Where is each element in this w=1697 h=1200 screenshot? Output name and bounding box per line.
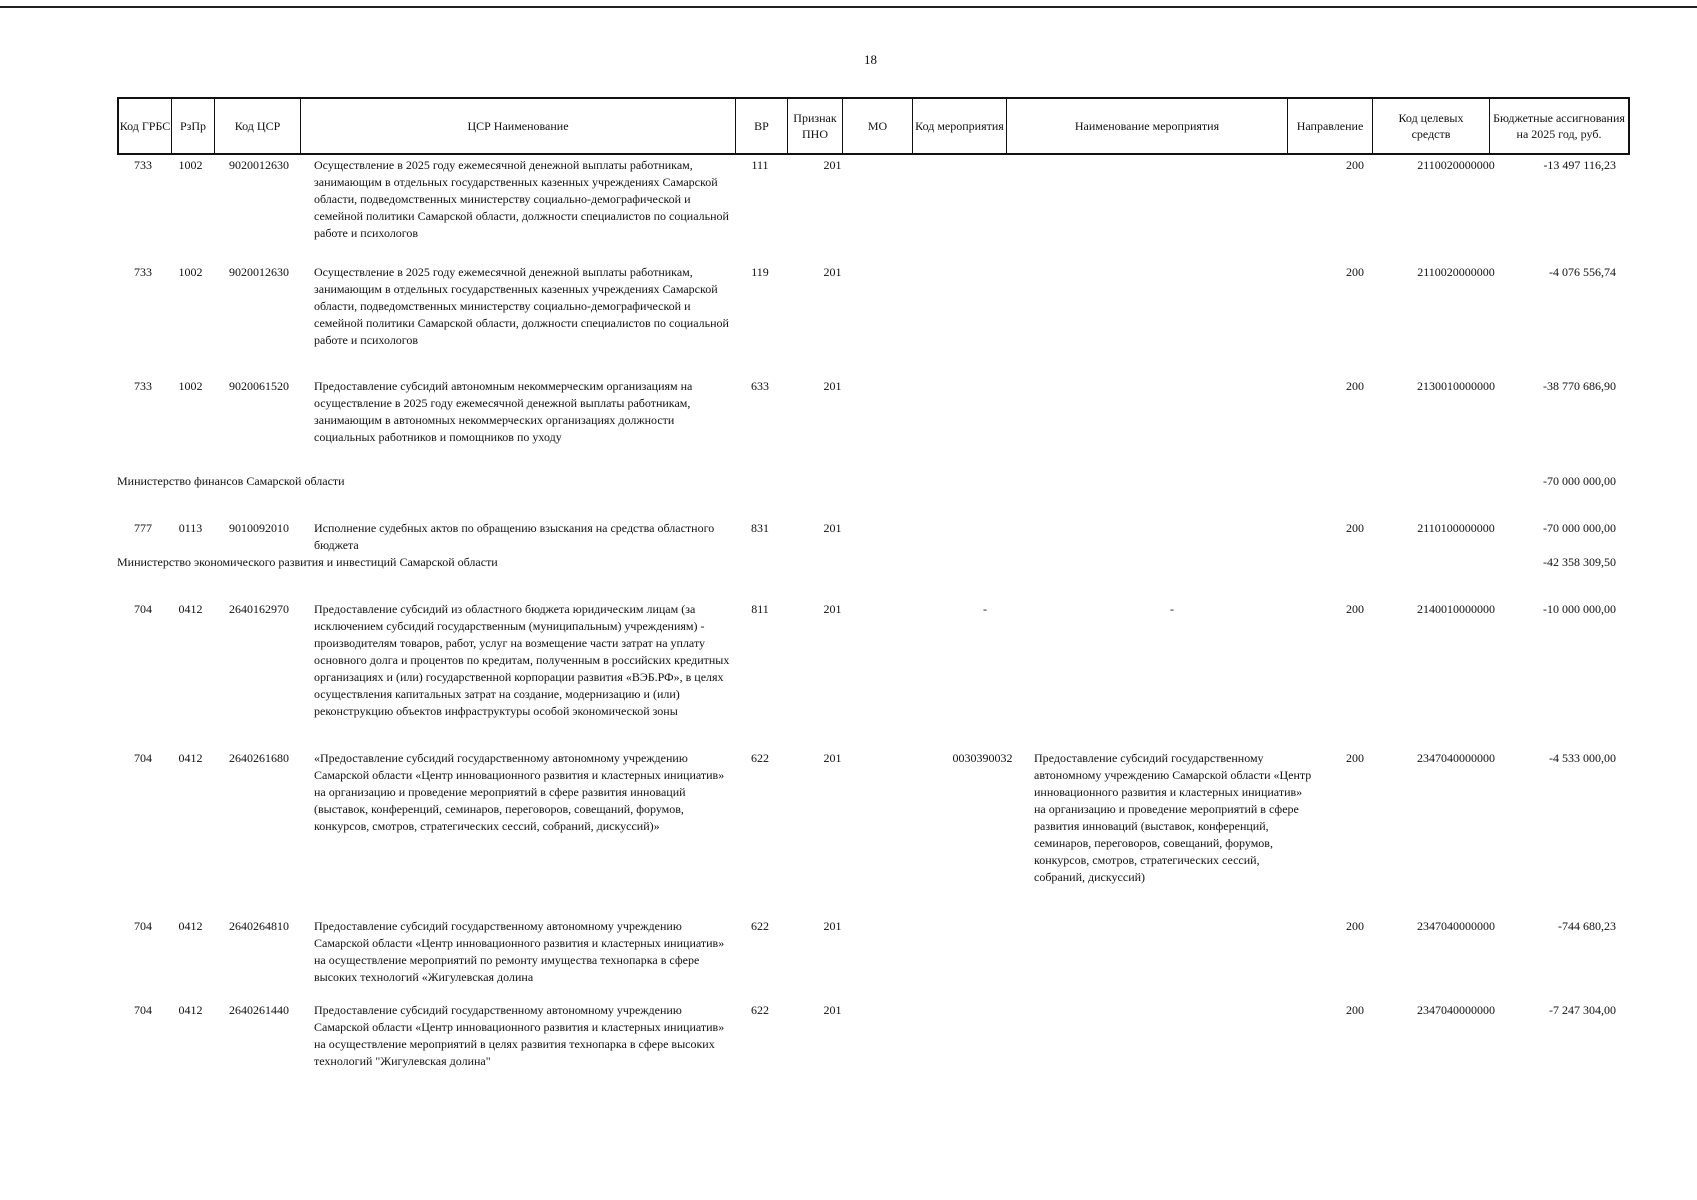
cell-kod-celevyh: 2110020000000 <box>1417 265 1495 279</box>
cell-vr: 633 <box>751 379 769 393</box>
cell-amount: -70 000 000,00 <box>1543 521 1616 535</box>
cell-amount: -13 497 116,23 <box>1543 158 1616 172</box>
cell-kod-csr: 9020012630 <box>229 265 289 279</box>
cell-csr-name: Осуществление в 2025 году ежемесячной денежной выплаты работникам, занимающим в отдельных государственных казенных учреждениях Самарской области, подведомственных министерству социально-демографической и семейной политики Самарской области, должности специалистов по социальной работе и психологов <box>314 265 729 347</box>
table-header <box>117 97 1630 155</box>
cell-naimenovanie-meropriyatiya: Предоставление субсидий государственному автономному учреждению Самарской области «Центр инновационного развития и кластерных инициатив» на организацию и проведение мероприятий в сфере развития инноваций (выставок, конференций, семинаров, переговоров, совещаний, форумов, конкурсов, смотров, стратегических сессий, собраний, дискуссий) <box>1034 751 1312 884</box>
cell-napravlenie: 200 <box>1346 919 1364 933</box>
cell-kod-celevyh: 2347040000000 <box>1417 919 1495 933</box>
cell-kod-celevyh: 2140010000000 <box>1417 602 1495 616</box>
cell-rzpr: 0412 <box>178 1003 203 1017</box>
cell-pno: 201 <box>823 265 842 279</box>
cell-napravlenie: 200 <box>1346 602 1364 616</box>
cell-amount: -4 076 556,74 <box>1549 265 1616 279</box>
cell-kod-celevyh: 2130010000000 <box>1417 379 1495 393</box>
cell-pno: 201 <box>823 521 842 535</box>
cell-rzpr: 0113 <box>178 521 203 535</box>
cell-vr: 622 <box>751 751 769 765</box>
top-rule <box>0 6 1697 8</box>
header-kod-celevyh-sredstv: Код целевых средств <box>1372 99 1489 153</box>
cell-rzpr: 0412 <box>178 751 203 765</box>
cell-napravlenie: 200 <box>1346 158 1364 172</box>
cell-rzpr: 1002 <box>178 158 203 172</box>
cell-kod-csr: 9020012630 <box>229 158 289 172</box>
header-kod-csr: Код ЦСР <box>214 99 300 153</box>
cell-csr-name: Предоставление субсидий автономным некоммерческим организациям на осуществление в 2025 году ежемесячной денежной выплаты работникам, занимающим в автономных некоммерческих организациях должности социальных работников и помощников по уходу <box>314 379 693 444</box>
cell-rzpr: 1002 <box>178 379 203 393</box>
cell-grbs: 733 <box>134 265 152 279</box>
cell-napravlenie: 200 <box>1346 1003 1364 1017</box>
cell-kod-celevyh: 2110100000000 <box>1417 521 1495 535</box>
cell-amount: -744 680,23 <box>1558 919 1616 933</box>
cell-kod-csr: 2640264810 <box>229 919 289 933</box>
cell-amount: -10 000 000,00 <box>1543 602 1616 616</box>
header-mo: МО <box>842 99 912 153</box>
org-heading: Министерство экономического развития и инвестиций Самарской области <box>117 555 498 569</box>
cell-csr-name: Предоставление субсидий государственному автономному учреждению Самарской области «Центр инновационного развития и кластерных инициатив» на осуществление мероприятий по ремонту имущества технопарка в сфере высоких технологий «Жигулевская долина <box>314 919 725 984</box>
cell-naimenovanie-meropriyatiya: - <box>1170 602 1174 616</box>
header-kod-meropriyatiya: Код мероприятия <box>912 99 1006 153</box>
cell-pno: 201 <box>823 919 842 933</box>
cell-kod-celevyh: 2110020000000 <box>1417 158 1495 172</box>
cell-csr-name: Осуществление в 2025 году ежемесячной денежной выплаты работникам, занимающим в отдельных государственных казенных учреждениях Самарской области, подведомственных министерству социально-демографической и семейной политики Самарской области, должности специалистов по социальной работе и психологов <box>314 158 729 240</box>
cell-vr: 811 <box>751 602 769 616</box>
cell-kod-meropriyatiya: - <box>983 602 987 616</box>
cell-pno: 201 <box>823 379 842 393</box>
header-priznak-pno: Признак ПНО <box>787 99 842 153</box>
header-rzpr: РзПр <box>171 99 214 153</box>
cell-napravlenie: 200 <box>1346 265 1364 279</box>
cell-grbs: 704 <box>134 751 152 765</box>
page-number: 18 <box>864 52 877 67</box>
header-byudzhetnye-assignovaniya: Бюджетные ассигнования на 2025 год, руб. <box>1489 99 1628 153</box>
cell-pno: 201 <box>823 602 842 616</box>
header-napravlenie: Направление <box>1287 99 1372 153</box>
cell-amount: -4 533 000,00 <box>1549 751 1616 765</box>
cell-vr: 111 <box>751 158 769 172</box>
cell-vr: 622 <box>751 919 769 933</box>
cell-kod-csr: 2640261440 <box>229 1003 289 1017</box>
cell-napravlenie: 200 <box>1346 521 1364 535</box>
cell-rzpr: 1002 <box>178 265 203 279</box>
cell-vr: 119 <box>751 265 769 279</box>
cell-kod-csr: 2640162970 <box>229 602 289 616</box>
cell-kod-csr: 9020061520 <box>229 379 289 393</box>
cell-rzpr: 0412 <box>178 919 203 933</box>
cell-csr-name: Исполнение судебных актов по обращению взыскания на средства областного бюджета <box>314 521 715 552</box>
cell-grbs: 733 <box>134 379 152 393</box>
header-kod-grbs: Код ГРБС <box>119 119 171 133</box>
cell-grbs: 704 <box>134 602 152 616</box>
cell-csr-name: «Предоставление субсидий государственному автономному учреждению Самарской области «Центр инновационного развития и кластерных инициатив» на организацию и проведение мероприятий в сфере развития инноваций (выставок, конференций, семинаров, переговоров, совещаний, форумов, конкурсов, смотров, стратегических сессий, собраний, дискуссий)» <box>314 751 725 833</box>
cell-pno: 201 <box>823 1003 842 1017</box>
cell-amount: -7 247 304,00 <box>1549 1003 1616 1017</box>
cell-csr-name: Предоставление субсидий государственному автономному учреждению Самарской области «Центр инновационного развития и кластерных инициатив» на осуществление мероприятий в целях развития технопарка в сфере высоких технологий "Жигулевская долина" <box>314 1003 725 1068</box>
cell-vr: 622 <box>751 1003 769 1017</box>
cell-vr: 831 <box>751 521 769 535</box>
cell-kod-celevyh: 2347040000000 <box>1417 751 1495 765</box>
cell-amount: -38 770 686,90 <box>1543 379 1616 393</box>
cell-pno: 201 <box>823 751 842 765</box>
cell-csr-name: Предоставление субсидий из областного бюджета юридическим лицам (за исключением субсидий государственным (муниципальным) учреждениям) - производителям товаров, работ, услуг на возмещение части затрат на уплату основного долга и процентов по кредитам, полученным в российских кредитных организациях и (или) государственной корпорации развития «ВЭБ.РФ», в целях осуществления капитальных затрат на создание, модернизацию и (или) реконструкцию объектов инфраструктуры особой экономической зоны <box>314 602 730 718</box>
cell-kod-meropriyatiya: 0030390032 <box>952 751 1013 765</box>
cell-kod-csr: 9010092010 <box>229 521 289 535</box>
cell-grbs: 777 <box>134 521 152 535</box>
org-heading: Министерство финансов Самарской области <box>117 474 345 488</box>
header-vr: ВР <box>735 99 787 153</box>
cell-rzpr: 0412 <box>178 602 203 616</box>
cell-napravlenie: 200 <box>1346 751 1364 765</box>
cell-kod-csr: 2640261680 <box>229 751 289 765</box>
cell-napravlenie: 200 <box>1346 379 1364 393</box>
cell-grbs: 704 <box>134 919 152 933</box>
header-naimenovanie-meropriyatiya: Наименование мероприятия <box>1006 99 1287 153</box>
cell-grbs: 704 <box>134 1003 152 1017</box>
org-total: -70 000 000,00 <box>1543 474 1616 488</box>
header-csr: ЦСР Наименование <box>300 99 735 153</box>
cell-kod-celevyh: 2347040000000 <box>1417 1003 1495 1017</box>
cell-grbs: 733 <box>134 158 152 172</box>
org-total: -42 358 309,50 <box>1543 555 1616 569</box>
cell-pno: 201 <box>823 158 842 172</box>
